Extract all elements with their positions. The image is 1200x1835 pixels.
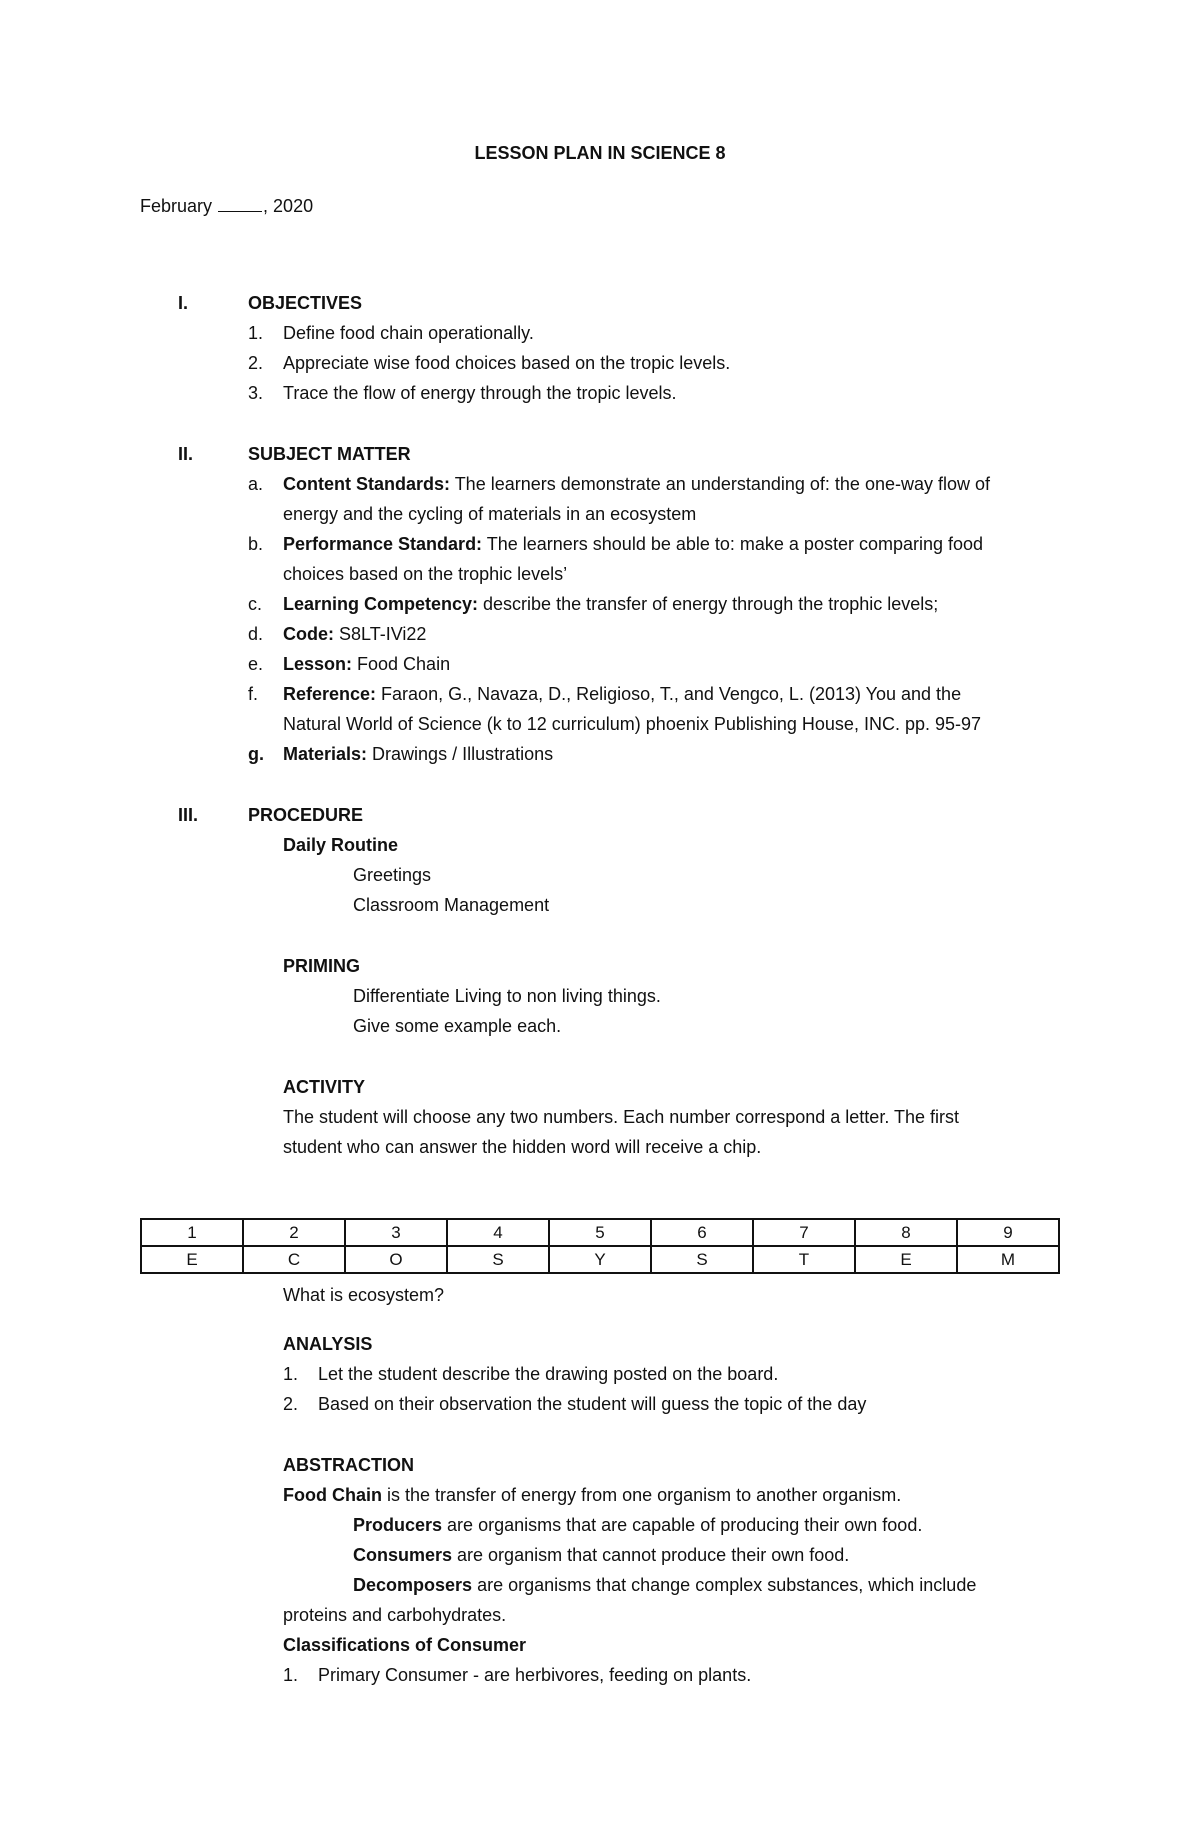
subject-item-letter: g. [248,744,264,764]
table-cell: E [141,1246,243,1273]
analysis-item: Let the student describe the drawing posted on the board. [318,1364,779,1384]
decomposers-definition: Decomposers are organisms that change complex substances, which include [353,1575,977,1595]
subject-item-letter: c. [248,594,263,614]
date-month: February [140,196,213,216]
subject-item-code: Code: S8LT-IVi22 [283,624,427,644]
table-cell: T [753,1246,855,1273]
objective-item: Appreciate wise food choices based on the tropic levels. [283,353,731,373]
date-blank [218,195,262,212]
table-cell: 3 [345,1219,447,1246]
priming-heading: PRIMING [283,956,361,976]
subject-item-materials: Materials: Drawings / Illustrations [283,744,554,764]
letter-puzzle-table [140,1218,1060,1274]
objective-item: Trace the flow of energy through the tropic levels. [283,383,677,403]
subject-item-content-standards: Content Standards: The learners demonstrate an understanding of: the one-way flow of [283,474,991,494]
subject-item-letter: b. [248,534,264,554]
priming-item: Differentiate Living to non living things. [353,986,661,1006]
table-cell: 7 [753,1219,855,1246]
table-cell: 5 [549,1219,651,1246]
producers-definition: Producers are organisms that are capable of producing their own food. [353,1515,923,1535]
subject-item-letter: d. [248,624,264,644]
section-heading-subject-matter: SUBJECT MATTER [248,444,411,464]
table-row-letters [141,1246,1059,1273]
date-line [140,195,313,217]
analysis-heading: ANALYSIS [283,1334,373,1354]
section-numeral-procedure: III. [178,805,199,825]
analysis-number: 2. [283,1394,299,1414]
classification-item: Primary Consumer - are herbivores, feeding on plants. [318,1665,752,1685]
table-cell: S [447,1246,549,1273]
activity-text: student who can answer the hidden word will receive a chip. [283,1137,762,1157]
objective-item: Define food chain operationally. [283,323,534,343]
priming-item: Give some example each. [353,1016,562,1036]
subject-item-letter: f. [248,684,259,704]
table-row-numbers [141,1219,1059,1246]
table-cell: 8 [855,1219,957,1246]
section-numeral-objectives: I. [178,293,189,313]
section-heading-procedure: PROCEDURE [248,805,364,825]
classification-number: 1. [283,1665,299,1685]
subject-item-learning-competency: Learning Competency: describe the transfer of energy through the trophic levels; [283,594,939,614]
analysis-number: 1. [283,1364,299,1384]
table-cell: 4 [447,1219,549,1246]
table-cell: O [345,1246,447,1273]
table-cell: E [855,1246,957,1273]
food-chain-definition: Food Chain is the transfer of energy from one organism to another organism. [283,1485,902,1505]
subject-item-reference: Reference: Faraon, G., Navaza, D., Religioso, T., and Vengco, L. (2013) You and the [283,684,962,704]
table-cell: Y [549,1246,651,1273]
section-numeral-subject-matter: II. [178,444,194,464]
table-cell: 9 [957,1219,1059,1246]
subject-item-continuation: energy and the cycling of materials in an ecosystem [283,504,697,524]
date-year: , 2020 [263,196,314,216]
activity-heading: ACTIVITY [283,1077,366,1097]
classifications-heading: Classifications of Consumer [283,1635,527,1655]
table-cell: C [243,1246,345,1273]
page-title: LESSON PLAN IN SCIENCE 8 [474,143,726,163]
abstraction-heading: ABSTRACTION [283,1455,414,1475]
decomposers-continuation: proteins and carbohydrates. [283,1605,507,1625]
daily-routine-heading: Daily Routine [283,835,399,855]
section-heading-objectives: OBJECTIVES [248,293,363,313]
table-cell: 1 [141,1219,243,1246]
objective-number: 3. [248,383,264,403]
subject-item-lesson: Lesson: Food Chain [283,654,451,674]
objective-number: 2. [248,353,264,373]
table-cell: 6 [651,1219,753,1246]
table-cell: M [957,1246,1059,1273]
subject-item-continuation: choices based on the trophic levels’ [283,564,568,584]
consumers-definition: Consumers are organism that cannot produce their own food. [353,1545,850,1565]
table-cell: S [651,1246,753,1273]
subject-item-continuation: Natural World of Science (k to 12 curriculum) phoenix Publishing House, INC. pp. 95-97 [283,714,982,734]
subject-item-letter: a. [248,474,264,494]
activity-text: The student will choose any two numbers. Each number correspond a letter. The first [283,1107,960,1127]
activity-question: What is ecosystem? [283,1285,445,1305]
subject-item-letter: e. [248,654,264,674]
table-cell: 2 [243,1219,345,1246]
analysis-item: Based on their observation the student will guess the topic of the day [318,1394,867,1414]
daily-routine-item: Greetings [353,865,432,885]
daily-routine-item: Classroom Management [353,895,550,915]
objective-number: 1. [248,323,264,343]
subject-item-performance-standard: Performance Standard: The learners should be able to: make a poster comparing food [283,534,984,554]
